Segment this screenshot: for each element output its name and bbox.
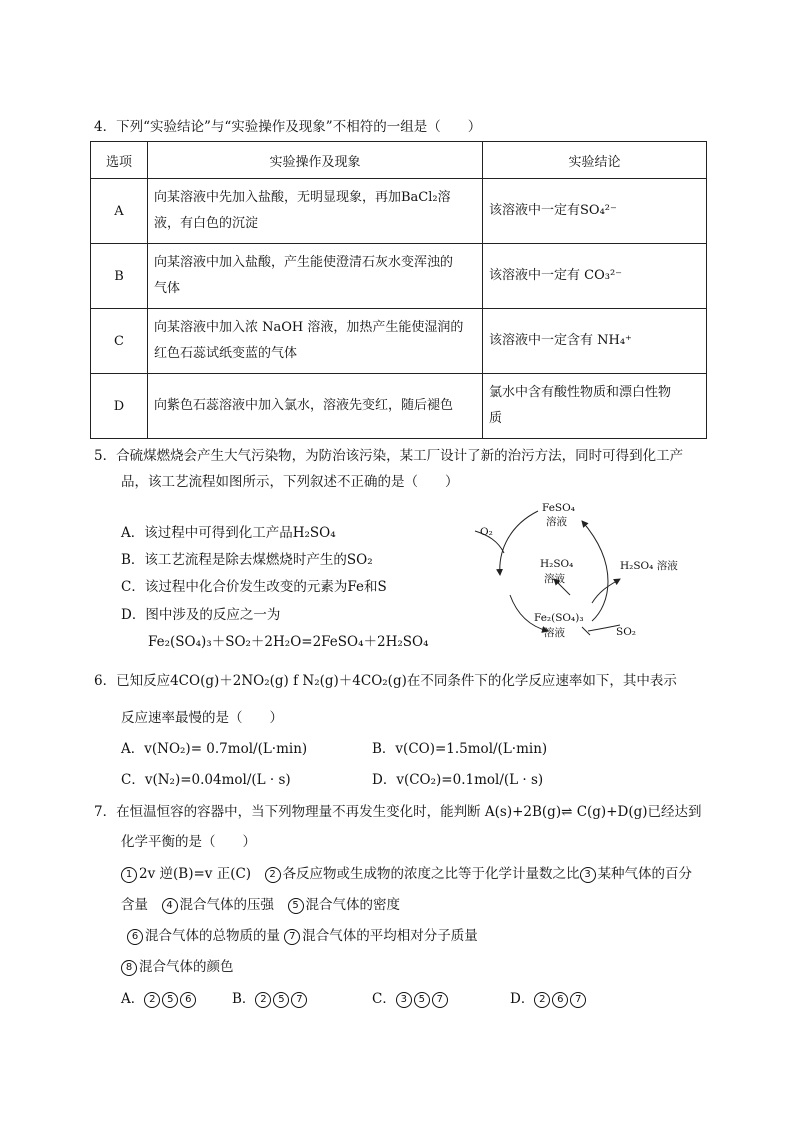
q6-option-b: B．v(CO)=1.5mol/(L·min) <box>372 741 548 757</box>
circled-number: 2 <box>144 992 160 1008</box>
label-so2: SO₂ <box>616 626 637 638</box>
q7-item-text: 含量 <box>121 897 162 913</box>
q6-option-c: C．v(N₂)=0.04mol/(L · s) <box>121 772 291 788</box>
circled-number: 2 <box>265 867 281 883</box>
q7-item-text: 混合气体的平均相对分子质量 <box>302 928 478 944</box>
op-line: 向紫色石蕊溶液中加入氯水，溶液先变红，随后褪色 <box>154 398 454 413</box>
q7-item-text: 混合气体的颜色 <box>139 959 234 975</box>
res-line: 该溶液中一定有SO₄²⁻ <box>489 203 617 218</box>
res-line: 该溶液中一定有 CO₃²⁻ <box>489 268 623 283</box>
circled-number: 2 <box>255 992 271 1008</box>
circled-number: 7 <box>284 929 300 945</box>
op-line: 向某溶液中加入盐酸，产生能使澄清石灰水变浑浊的 <box>154 255 454 270</box>
circled-number: 5 <box>288 898 304 914</box>
q5-option-c: C．该过程中化合价发生改变的元素为Fe和S <box>121 579 387 595</box>
q6-option-d: D．v(CO₂)=0.1mol/(L · s) <box>372 772 544 788</box>
label-fe2so43-solution: 溶液 <box>544 627 565 639</box>
q4-row-conclusion <box>483 179 707 244</box>
op-line: 向某溶液中先加入盐酸，无明显现象，再加BaCl₂溶 <box>154 190 451 205</box>
arrow-so2 <box>582 625 620 635</box>
q4-row-operation <box>148 374 483 439</box>
q4-row-option: A <box>91 179 148 244</box>
q7-items-line3 <box>127 924 478 945</box>
q7-item-text: 混合气体的总物质的量 <box>145 928 285 944</box>
op-line: 气体 <box>154 281 181 296</box>
circled-number: 5 <box>162 992 178 1008</box>
q4-row-option: C <box>91 309 148 374</box>
table-row <box>91 374 707 439</box>
q4-row-conclusion <box>483 309 707 374</box>
q5-stem-line2: 品，该工艺流程如图所示，下列叙述不正确的是（ ） <box>121 474 459 490</box>
q4-header-conclusion: 实验结论 <box>483 142 707 179</box>
q5-stem-line1: 5．合硫煤燃烧会产生大气污染物，为防治该污染，某工厂设计了新的治污方法，同时可得到化工产 <box>94 448 684 464</box>
q5-option-b: B．该工艺流程是除去煤燃烧时产生的SO₂ <box>121 552 373 568</box>
circled-number: 7 <box>291 992 307 1008</box>
q7-item-text: 混合气体的压强 <box>179 897 288 913</box>
circled-number: 6 <box>180 992 196 1008</box>
table-row <box>91 309 707 374</box>
arrow-h2so4-out <box>592 579 620 603</box>
label-feso4-solution: 溶液 <box>546 516 567 528</box>
q4-row-conclusion <box>483 244 707 309</box>
circled-number: 8 <box>121 960 137 976</box>
circled-number: 7 <box>570 992 586 1008</box>
circled-number: 3 <box>396 992 412 1008</box>
q7-item-text: 混合气体的密度 <box>305 897 400 913</box>
q7-item-text: 2v 逆(B)=v 正(C) <box>139 866 265 882</box>
res-line: 质 <box>489 411 503 426</box>
q7-stem-line1: 7．在恒温恒容的容器中，当下列物理量不再发生变化时，能判断 A(s)+2B(g)⇌ C(g)+D(g)已经达到 <box>94 804 702 820</box>
q7-items-line2 <box>121 893 400 914</box>
q7-stem-line2: 化学平衡的是（ ） <box>121 834 256 850</box>
res-line: 该溶液中一定含有 NH₄⁺ <box>489 333 632 348</box>
label-feso4: FeSO₄ <box>542 502 575 514</box>
table-row <box>91 244 707 309</box>
circled-number: 2 <box>534 992 550 1008</box>
option-label: C． <box>372 991 396 1007</box>
arrow-right-up <box>582 521 608 621</box>
q4-row-operation <box>148 309 483 374</box>
label-o2: O₂ <box>480 526 493 538</box>
circled-number: 5 <box>414 992 430 1008</box>
option-label: B． <box>232 991 256 1007</box>
label-fe2so43: Fe₂(SO₄)₃ <box>534 612 584 624</box>
q5-option-d-equation: Fe₂(SO₄)₃＋SO₂＋2H₂O=2FeSO₄＋2H₂SO₄ <box>148 634 429 650</box>
q7-item-text: 某种气体的百分 <box>597 866 693 882</box>
q4-row-operation <box>148 179 483 244</box>
circled-number: 6 <box>552 992 568 1008</box>
q4-table <box>90 141 707 439</box>
q5-option-d: D．图中涉及的反应之一为 <box>121 607 281 623</box>
process-flow-diagram <box>470 495 690 645</box>
q4-header-option: 选项 <box>91 142 148 179</box>
res-line: 氯水中含有酸性物质和漂白性物 <box>489 385 672 400</box>
label-h2so4-inner-solution: 溶液 <box>544 573 565 585</box>
circled-number: 3 <box>580 867 596 883</box>
op-line: 向某溶液中加入浓 NaOH 溶液，加热产生能使湿润的 <box>154 320 464 335</box>
q4-stem: 4．下列“实验结论”与“实验操作及现象”不相符的一组是（ ） <box>94 119 482 135</box>
q4-row-operation <box>148 244 483 309</box>
q7-item-text: 各反应物或生成物的浓度之比等于化学计量数之比 <box>282 866 580 882</box>
q7-items-line4 <box>121 955 234 976</box>
label-h2so4-inner: H₂SO₄ <box>540 558 574 570</box>
q4-header-operation: 实验操作及现象 <box>148 142 483 179</box>
circled-number: 5 <box>273 992 289 1008</box>
q7-option-d <box>510 987 588 1008</box>
circled-number: 7 <box>432 992 448 1008</box>
q7-option-c <box>372 987 450 1008</box>
q6-stem-line2: 反应速率最慢的是（ ） <box>121 710 283 726</box>
arrow-left-down <box>500 511 538 575</box>
q4-row-option: B <box>91 244 148 309</box>
option-label: A． <box>121 991 145 1007</box>
table-row <box>91 179 707 244</box>
q7-option-a <box>121 987 198 1008</box>
op-line: 液，有白色的沉淀 <box>154 216 259 231</box>
q4-row-option: D <box>91 374 148 439</box>
label-h2so4-out: H₂SO₄ 溶液 <box>620 560 678 572</box>
option-label: D． <box>510 991 535 1007</box>
q4-row-conclusion <box>483 374 707 439</box>
q6-option-a: A．v(NO₂)= 0.7mol/(L·min) <box>121 741 308 757</box>
circled-number: 1 <box>121 867 137 883</box>
q5-option-a: A．该过程中可得到化工产品H₂SO₄ <box>121 525 336 541</box>
q7-option-b <box>232 987 309 1008</box>
q6-stem-line1: 6．已知反应4CO(g)＋2NO₂(g) f N₂(g)＋4CO₂(g)在不同条件下的化学反应速率如下，其中表示 <box>94 673 677 689</box>
q7-items-line1 <box>121 862 692 883</box>
op-line: 红色石蕊试纸变蓝的气体 <box>154 346 298 361</box>
circled-number: 4 <box>162 898 178 914</box>
circled-number: 6 <box>127 929 143 945</box>
